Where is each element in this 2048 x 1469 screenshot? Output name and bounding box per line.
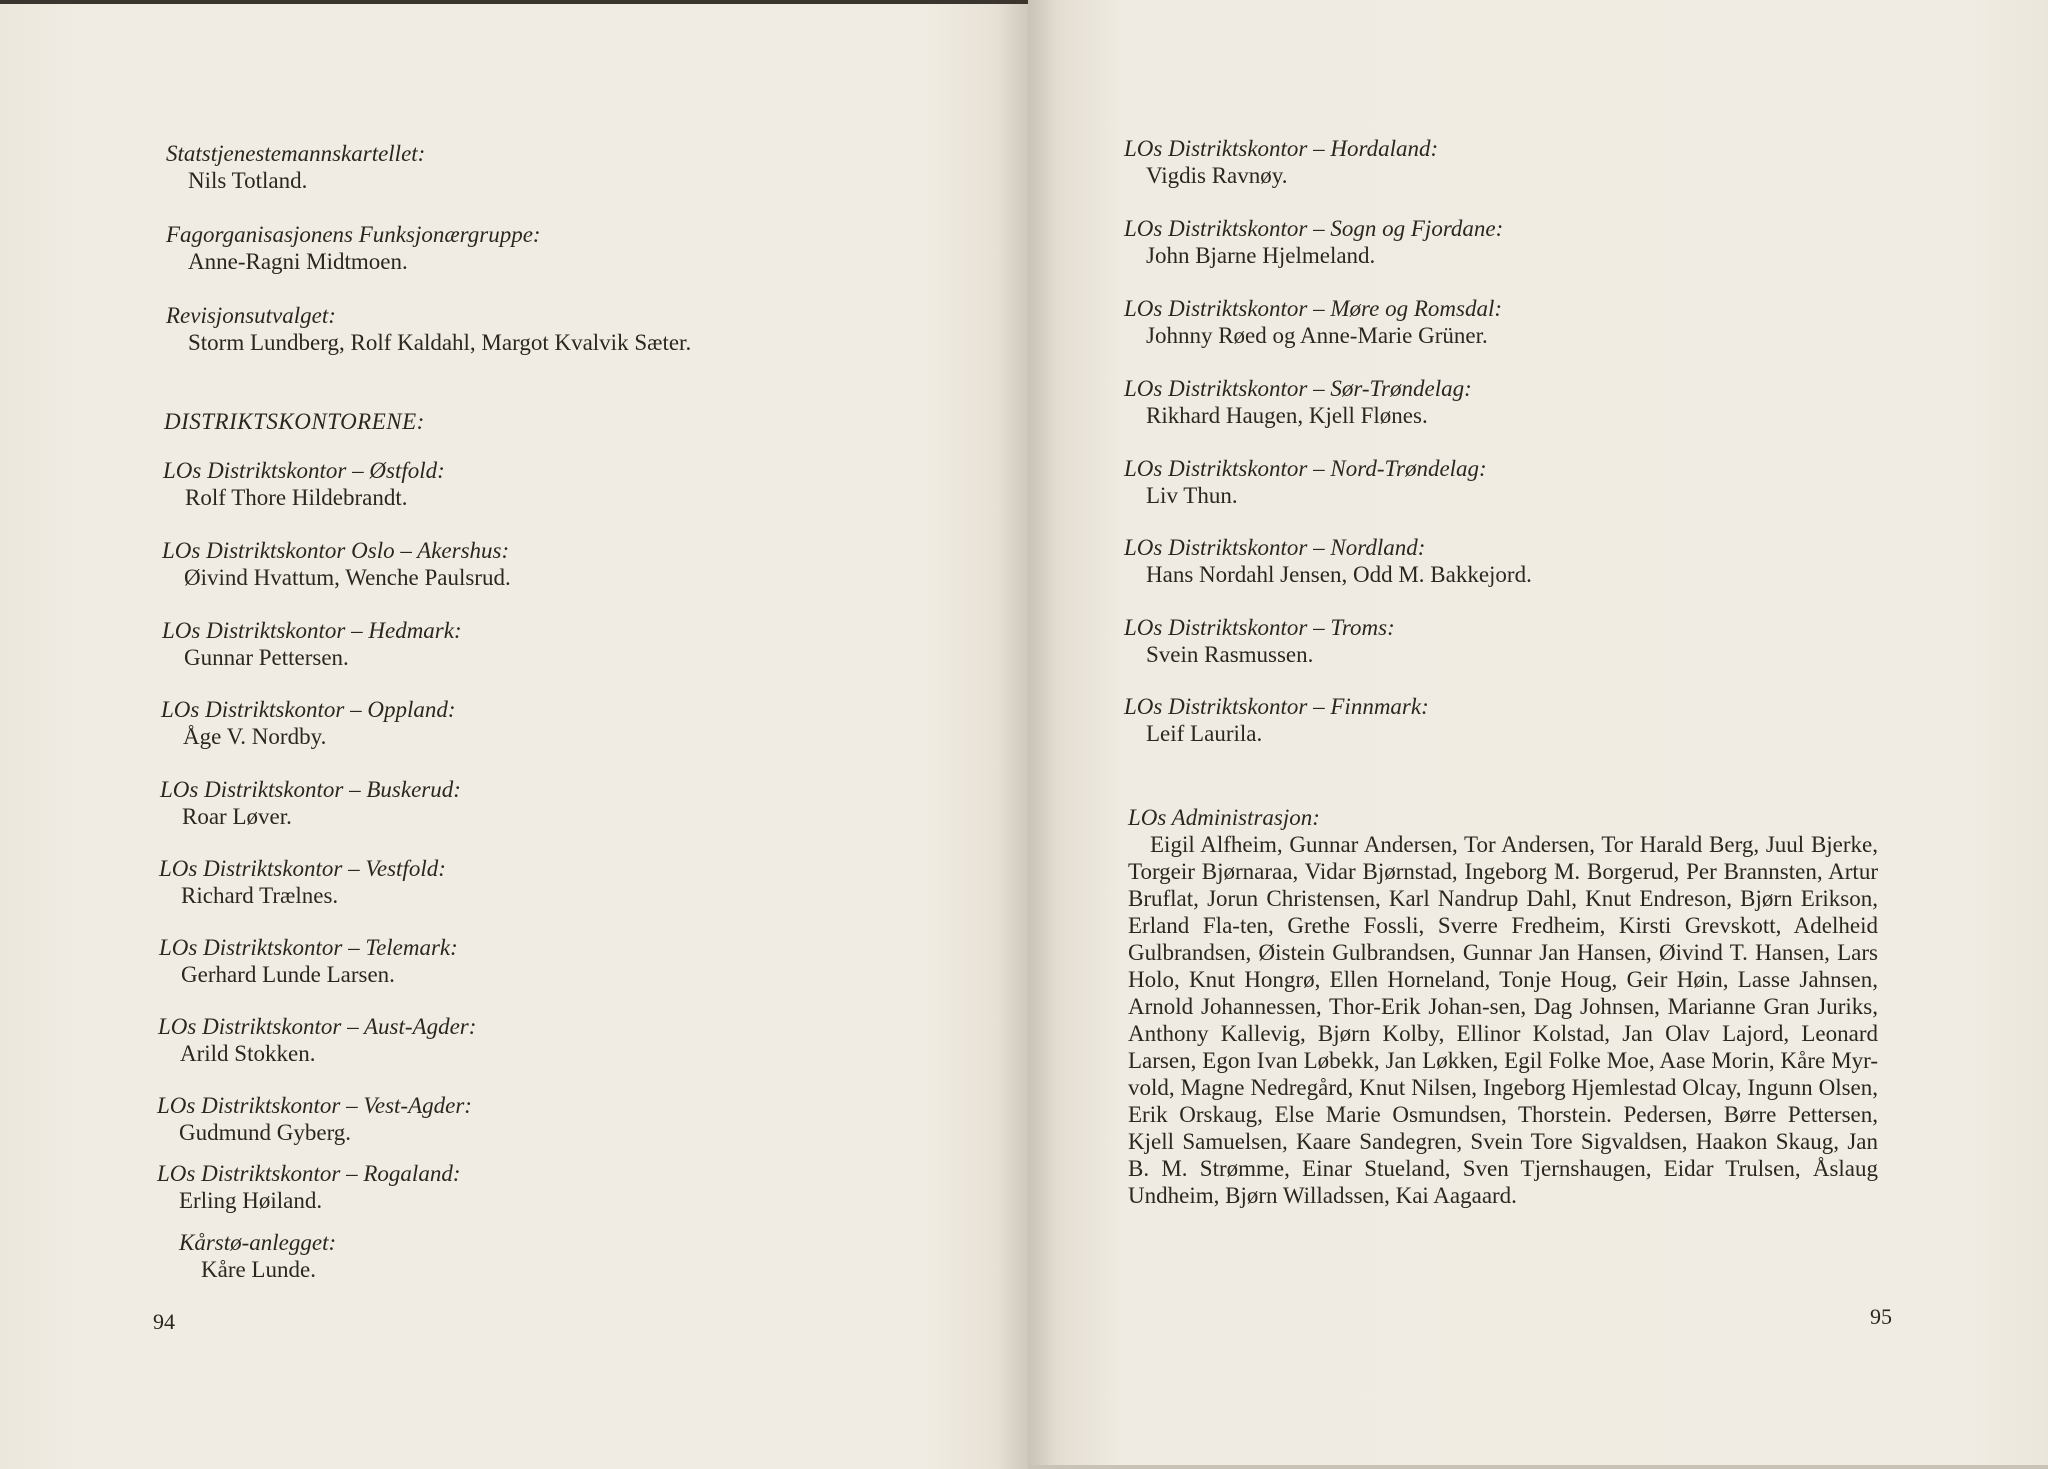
entry-revisjonsutvalget [166,302,691,356]
los-administrasjon [1128,804,1878,1209]
district-label: LOs Distriktskontor – Finnmark: [1124,694,1429,719]
district-more-og-romsdal [1124,295,1502,349]
entry-value: Storm Lundberg, Rolf Kaldahl, Margot Kvalvik Sæter. [188,330,692,355]
district-vestfold [159,855,446,909]
district-value: Gunnar Pettersen. [184,645,349,670]
district-value: Øivind Hvattum, Wenche Paulsrud. [184,565,511,590]
district-label: LOs Distriktskontor – Møre og Romsdal: [1124,296,1503,321]
section-heading: DISTRIKTSKONTORENE: [164,409,425,434]
entry-label: Statstjenestemannskartellet: [166,141,426,166]
district-label: LOs Distriktskontor – Sogn og Fjordane: [1124,216,1504,241]
administration-names: Eigil Alfheim, Gunnar Andersen, Tor Andersen, Tor Harald Berg, Juul Bjerke, Torgeir Bjørnaraa, Vidar Bjørnstad, Ingeborg M. Borgerud, Per Brannsten, Artur Bruflat, Jorun Christensen, Karl Nandrup Dahl, Knut Endreson, Bjørn Erikson, Erland Fla-ten, Grethe Fossli, Sverre Fredheim, Kirsti Grevskott, Adelheid Gulbrandsen, Øistein Gulbrandsen, Gunnar Jan Hansen, Øivind T. Hansen, Lars Holo, Knut Hongrø, Ellen Horneland, Tonje Houg, Geir Høin, Lasse Jahnsen, Arnold Johannessen, Thor-Erik Johan-sen, Dag Johnsen, Marianne Gran Juriks, Anthony Kallevig, Bjørn Kolby, Ellinor Kolstad, Jan Olav Lajord, Leonard Larsen, Egon Ivan Løbekk, Jan Løkken, Egil Folke Moe, Aase Morin, Kåre Myr-vold, Magne Nedregård, Knut Nilsen, Ingeborg Hjemlestad Olcay, Ingunn Olsen, Erik Orskaug, Else Marie Osmundsen, Thorstein. Pedersen, Børre Pettersen, Kjell Samuelsen, Kaare Sandegren, Svein Tore Sigvaldsen, Haakon Skaug, Jan B. M. Strømme, Einar Stueland, Sven Tjernshaugen, Eidar Trulsen, Åslaug Undheim, Bjørn Willadssen, Kai Aagaard. [1128,832,1878,1208]
district-value: Erling Høiland. [179,1188,323,1213]
district-nord-trondelag [1124,455,1487,509]
district-sogn-og-fjordane [1124,215,1503,269]
entry-value: Anne-Ragni Midtmoen. [188,249,408,274]
entry-label: Kårstø-anlegget: [179,1230,337,1255]
district-label: LOs Distriktskontor – Østfold: [163,458,445,483]
district-label: LOs Distriktskontor – Rogaland: [157,1161,461,1186]
district-label: LOs Distriktskontor – Troms: [1124,615,1395,640]
district-vest-agder [157,1092,472,1146]
district-label: LOs Distriktskontor – Nordland: [1124,535,1426,560]
district-label: LOs Distriktskontor – Vest-Agder: [157,1093,472,1118]
administration-label: LOs Administrasjon: [1128,805,1320,830]
district-hordaland [1124,135,1438,189]
district-label: LOs Distriktskontor – Telemark: [159,935,458,960]
district-value: Richard Trælnes. [181,883,339,908]
district-label: LOs Distriktskontor – Aust-Agder: [158,1014,477,1039]
district-rogaland [157,1160,460,1214]
district-telemark [159,934,458,988]
entry-value: Kåre Lunde. [201,1257,316,1282]
district-label: LOs Distriktskontor – Hedmark: [162,618,462,643]
entry-label: Fagorganisasjonens Funksjonærgruppe: [166,222,541,247]
entry-statstjenestemannskartellet [166,140,425,194]
page-number-left: 94 [153,1309,175,1334]
district-value: Gudmund Gyberg. [179,1120,352,1145]
district-label: LOs Distriktskontor Oslo – Akershus: [162,538,510,563]
district-value: Svein Rasmussen. [1146,642,1314,667]
district-value: Liv Thun. [1146,483,1238,508]
district-hedmark [162,617,462,671]
district-label: LOs Distriktskontor – Vestfold: [159,856,446,881]
district-value: Leif Laurila. [1146,721,1263,746]
district-label: LOs Distriktskontor – Oppland: [161,697,456,722]
entry-value: Nils Totland. [188,168,308,193]
district-ostfold [163,457,445,511]
district-troms [1124,614,1395,668]
district-label: LOs Distriktskontor – Sør-Trøndelag: [1124,376,1472,401]
page-number-right: 95 [1870,1304,1892,1329]
district-value: Vigdis Ravnøy. [1146,163,1288,188]
district-value: John Bjarne Hjelmeland. [1146,243,1376,268]
district-label: LOs Distriktskontor – Hordaland: [1124,136,1439,161]
district-buskerud [160,776,461,830]
district-value: Rikhard Haugen, Kjell Flønes. [1146,403,1428,428]
district-value: Gerhard Lunde Larsen. [181,962,395,987]
entry-funksjonaergruppe [166,221,541,275]
district-nordland [1124,534,1532,588]
entry-karsto-anlegget [179,1229,336,1283]
district-value: Johnny Røed og Anne-Marie Grüner. [1146,323,1488,348]
entry-label: Revisjonsutvalget: [166,303,336,328]
district-value: Åge V. Nordby. [183,724,327,749]
district-aust-agder [158,1013,476,1067]
district-value: Arild Stokken. [180,1041,316,1066]
district-finnmark [1124,693,1429,747]
district-sor-trondelag [1124,375,1472,429]
district-value: Rolf Thore Hildebrandt. [185,485,408,510]
district-label: LOs Distriktskontor – Buskerud: [160,777,461,802]
district-oppland [161,696,456,750]
right-page [1028,0,2048,1465]
district-value: Roar Løver. [182,804,292,829]
district-label: LOs Distriktskontor – Nord-Trøndelag: [1124,456,1487,481]
district-oslo-akershus [162,537,511,591]
district-value: Hans Nordahl Jensen, Odd M. Bakkejord. [1146,562,1532,587]
